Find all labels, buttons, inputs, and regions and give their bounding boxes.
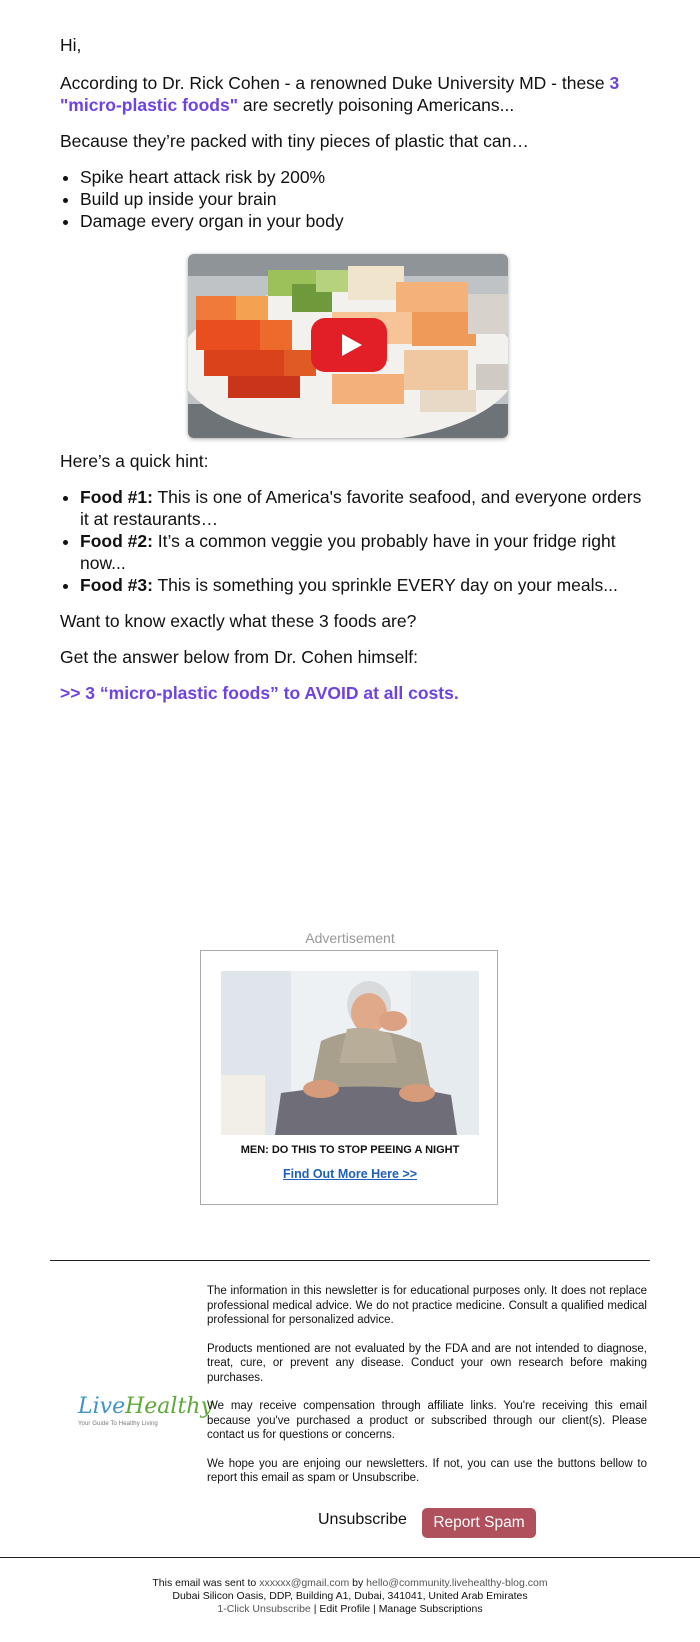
food-text: This is something you sprinkle EVERY day on your meals... bbox=[152, 575, 618, 595]
food-text: This is one of America's favorite seafood, and everyone orders it at restaurants… bbox=[80, 487, 642, 529]
cta-paragraph bbox=[60, 682, 650, 704]
manage-subscriptions-link[interactable]: Manage Subscriptions bbox=[378, 1603, 483, 1615]
man-holding-head-image bbox=[221, 971, 479, 1135]
cta-link[interactable]: >> 3 “micro-plastic foods” to AVOID at all costs. bbox=[60, 683, 459, 703]
intro-highlight-link[interactable]: 3 "micro-plastic foods" bbox=[60, 73, 620, 115]
disclaimer bbox=[207, 1284, 647, 1500]
email-footer bbox=[150, 1577, 550, 1616]
because-paragraph: Because they’re packed with tiny pieces of plastic that can… bbox=[60, 131, 529, 151]
separator: | bbox=[370, 1603, 379, 1615]
unsubscribe-link[interactable]: Unsubscribe bbox=[318, 1511, 407, 1528]
play-icon[interactable] bbox=[311, 318, 387, 372]
list-item bbox=[80, 574, 650, 596]
hint-section bbox=[60, 450, 650, 704]
sent-to-line bbox=[150, 1577, 550, 1590]
edit-profile-link[interactable]: Edit Profile bbox=[319, 1603, 371, 1615]
by-text: by bbox=[349, 1577, 367, 1589]
list-item bbox=[80, 530, 650, 574]
sender-email: hello@community.livehealthy-blog.com bbox=[366, 1577, 548, 1589]
answer-text: Get the answer below from Dr. Cohen himself: bbox=[60, 647, 418, 667]
list-item: • Build up inside your brain bbox=[80, 188, 650, 210]
greeting: Hi, bbox=[60, 35, 82, 55]
disclaimer-paragraph: The information in this newsletter is for educational purposes only. It does not replace professional medical advice. We do not practice medicine. Consult a qualified medical professional for personalized advice. bbox=[207, 1285, 647, 1326]
ad-box[interactable] bbox=[200, 950, 498, 1205]
intro-text-end: are secretly poisoning Americans... bbox=[238, 95, 515, 115]
report-spam-button[interactable]: Report Spam bbox=[422, 1508, 536, 1538]
one-click-unsubscribe-link[interactable]: 1-Click Unsubscribe bbox=[217, 1603, 311, 1615]
sent-to-text: This email was sent to bbox=[152, 1577, 260, 1589]
ad-headline: MEN: DO THIS TO STOP PEEING A NIGHT bbox=[240, 1144, 460, 1156]
ad-find-out-more-link[interactable]: Find Out More Here >> bbox=[282, 1167, 418, 1181]
disclaimer-paragraph: We hope you are enjoing our newsletters. If not, you can use the buttons bellow to report this email as spam or Unsubscribe. bbox=[207, 1457, 647, 1484]
footer-links bbox=[150, 1603, 550, 1616]
food-label: Food #2: bbox=[80, 531, 153, 551]
disclaimer-paragraph: Products mentioned are not evaluated by the FDA and are not intended to diagnose, treat, cure, or prevent any disease. Conduct your own research before making purchases. bbox=[207, 1342, 647, 1384]
logo-wordmark bbox=[78, 1394, 213, 1419]
list-item: • Damage every organ in your body bbox=[80, 210, 650, 232]
food-label: Food #1: bbox=[80, 487, 153, 507]
divider bbox=[50, 1260, 650, 1261]
separator: | bbox=[310, 1603, 320, 1615]
advertisement-label: Advertisement bbox=[305, 930, 395, 946]
hint-text: Here’s a quick hint: bbox=[60, 451, 209, 471]
list-item: • Spike heart attack risk by 200% bbox=[80, 166, 650, 188]
food-text: It’s a common veggie you probably have in your fridge right now... bbox=[80, 531, 616, 573]
recipient-email: xxxxxx@gmail.com bbox=[259, 1577, 350, 1589]
email-body bbox=[60, 34, 650, 232]
food-label: Food #3: bbox=[80, 575, 153, 595]
risk-list bbox=[60, 166, 650, 232]
livehealthy-logo bbox=[78, 1394, 213, 1435]
logo-part1: Live bbox=[78, 1394, 126, 1419]
question-text: Want to know exactly what these 3 foods are? bbox=[60, 611, 417, 631]
intro-text: According to Dr. Rick Cohen - a renowned Duke University MD - these bbox=[60, 73, 610, 93]
intro-paragraph bbox=[60, 72, 650, 116]
address: Dubai Silicon Oasis, DDP, Building A1, Dubai, 341041, United Arab Emirates bbox=[172, 1590, 528, 1602]
logo-tagline: Your Guide To Healthy Living bbox=[78, 1421, 158, 1427]
food-list bbox=[60, 486, 650, 596]
list-item bbox=[80, 486, 650, 530]
divider bbox=[0, 1557, 700, 1558]
video-thumbnail[interactable] bbox=[188, 254, 508, 438]
disclaimer-paragraph: We may receive compensation through affiliate links. You're receiving this email because you've purchased a product or subscribed through our client(s). Please contact us for questions or concerns. bbox=[207, 1400, 647, 1441]
ad-image[interactable] bbox=[221, 971, 479, 1135]
logo-part2: Healthy bbox=[125, 1394, 213, 1419]
